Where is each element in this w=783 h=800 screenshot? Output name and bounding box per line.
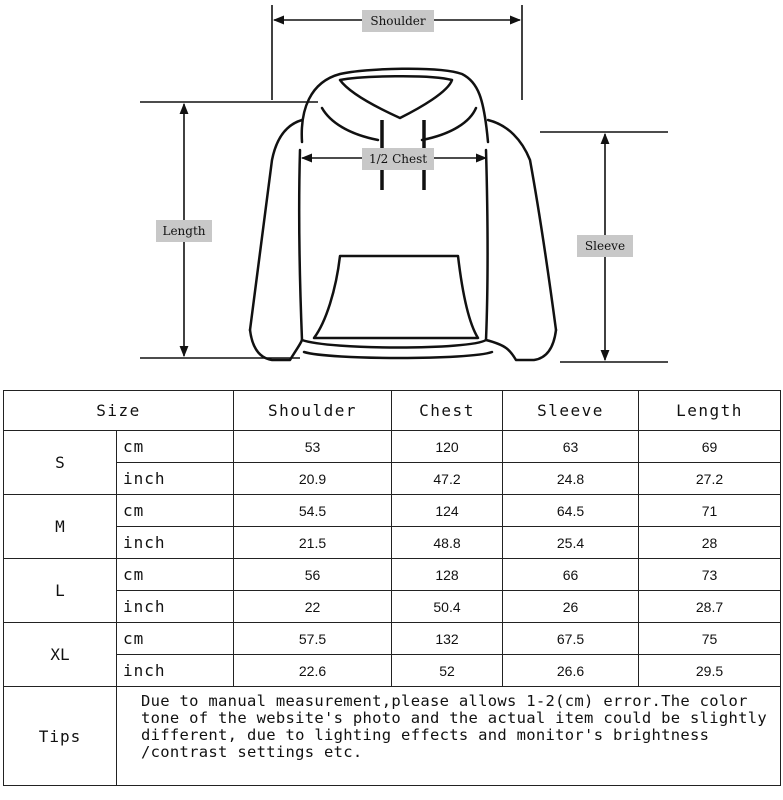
unit-cm: cm (117, 431, 234, 463)
value-cell: 29.5 (639, 655, 781, 687)
value-cell: 75 (639, 623, 781, 655)
unit-inch: inch (117, 463, 234, 495)
svg-text:Sleeve: Sleeve (584, 239, 626, 253)
value-cell: 22.6 (234, 655, 392, 687)
tips-label: Tips (4, 687, 117, 786)
header-length: Length (639, 391, 781, 431)
header-sleeve: Sleeve (503, 391, 639, 431)
value-cell: 52 (392, 655, 503, 687)
svg-text:Length: Length (162, 224, 206, 238)
unit-inch: inch (117, 655, 234, 687)
table-row (4, 591, 781, 623)
value-cell: 27.2 (639, 463, 781, 495)
hoodie-illustration (250, 69, 556, 360)
value-cell: 47.2 (392, 463, 503, 495)
value-cell: 66 (503, 559, 639, 591)
tips-row (4, 687, 781, 786)
unit-inch: inch (117, 591, 234, 623)
table-row (4, 431, 781, 463)
label-sleeve (577, 235, 633, 257)
size-label: L (4, 559, 117, 623)
value-cell: 132 (392, 623, 503, 655)
value-cell: 25.4 (503, 527, 639, 559)
size-label: S (4, 431, 117, 495)
value-cell: 67.5 (503, 623, 639, 655)
table-row (4, 495, 781, 527)
value-cell: 63 (503, 431, 639, 463)
label-length (156, 220, 212, 242)
value-cell: 26.6 (503, 655, 639, 687)
value-cell: 24.8 (503, 463, 639, 495)
unit-cm: cm (117, 495, 234, 527)
value-cell: 57.5 (234, 623, 392, 655)
header-chest: Chest (392, 391, 503, 431)
table-header-row (4, 391, 781, 431)
unit-inch: inch (117, 527, 234, 559)
unit-cm: cm (117, 559, 234, 591)
value-cell: 71 (639, 495, 781, 527)
value-cell: 50.4 (392, 591, 503, 623)
svg-text:Shoulder: Shoulder (370, 14, 426, 28)
value-cell: 69 (639, 431, 781, 463)
value-cell: 26 (503, 591, 639, 623)
table-row (4, 463, 781, 495)
header-shoulder: Shoulder (234, 391, 392, 431)
size-label: XL (4, 623, 117, 687)
tips-text: Due to manual measurement,please allows 1-2(cm) error.The color tone of the website's photo and the actual item could be slightly different, due to lighting effects and monitor's brightness /contrast settings etc. (117, 687, 781, 786)
value-cell: 28.7 (639, 591, 781, 623)
value-cell: 64.5 (503, 495, 639, 527)
dimension-lines (140, 5, 668, 362)
size-chart-table (3, 390, 781, 786)
table-row (4, 623, 781, 655)
svg-text:1/2 Chest: 1/2 Chest (368, 152, 428, 166)
hoodie-measurement-diagram (0, 0, 783, 380)
table-row (4, 559, 781, 591)
table-row (4, 655, 781, 687)
value-cell: 128 (392, 559, 503, 591)
value-cell: 120 (392, 431, 503, 463)
label-shoulder (362, 10, 434, 32)
header-size: Size (4, 391, 234, 431)
value-cell: 124 (392, 495, 503, 527)
value-cell: 54.5 (234, 495, 392, 527)
value-cell: 53 (234, 431, 392, 463)
label-half-chest (362, 148, 434, 170)
value-cell: 22 (234, 591, 392, 623)
size-label: M (4, 495, 117, 559)
value-cell: 21.5 (234, 527, 392, 559)
table-row (4, 527, 781, 559)
value-cell: 28 (639, 527, 781, 559)
value-cell: 73 (639, 559, 781, 591)
value-cell: 20.9 (234, 463, 392, 495)
unit-cm: cm (117, 623, 234, 655)
value-cell: 48.8 (392, 527, 503, 559)
value-cell: 56 (234, 559, 392, 591)
